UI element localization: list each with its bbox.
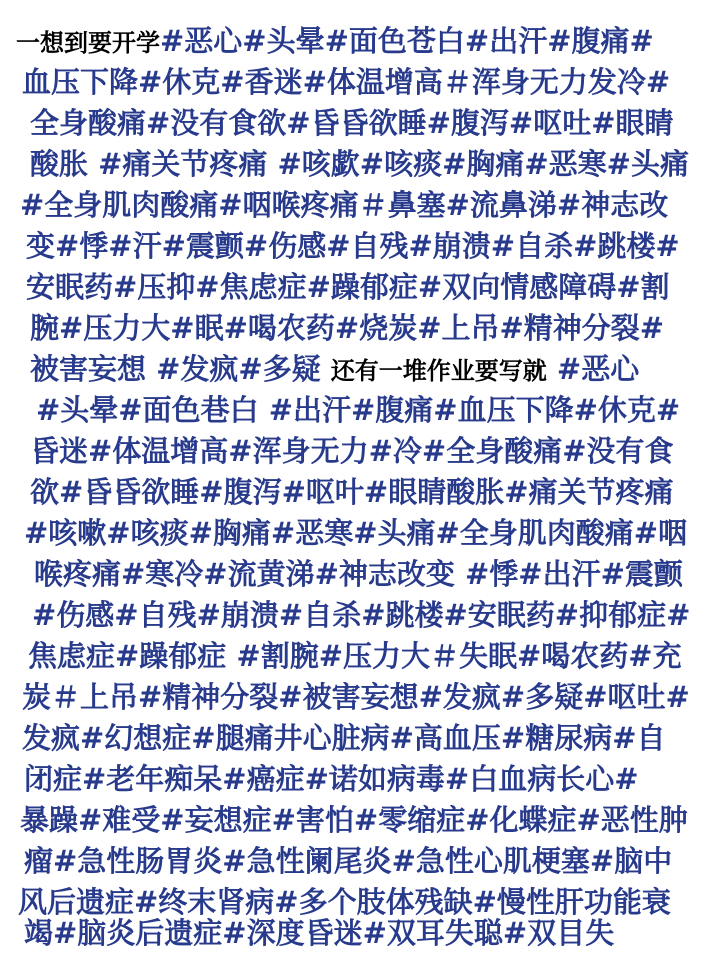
text-line-18 [22, 717, 720, 760]
line-text: #恶心#头晕#面色苍白#出汗#腹痛# [160, 24, 654, 58]
line-text: 欲#昏昏欲睡#腹泻#呕叶#眼睛酸胀#痛关节疼痛 [30, 475, 674, 509]
line-text: 酸胀 #痛关节疼痛 #咳歔#咳痰#胸痛#恶寒#头痛 [30, 147, 689, 181]
text-line-17 [22, 676, 720, 719]
line-text: 暴躁#难受#妄想症#害怕#零缩症#化蝶症#恶性肿 [20, 803, 688, 837]
text-line-21 [24, 840, 720, 883]
text-line-13 [24, 512, 720, 555]
line-text: #伤感#自残#崩溃#自杀#跳楼#安眠药#抑郁症# [32, 598, 691, 632]
line-text: 闭症#老年痴呆#癌症#诺如病毒#白血病长心# [24, 762, 639, 796]
line-text: 安眠药#压抑#焦虑症#躁郁症#双向情感障碍#割 [26, 270, 670, 304]
text-line-2 [22, 61, 720, 104]
text-line-14 [34, 553, 720, 596]
line-text: #咳嗽#咳痰#胸痛#恶寒#头痛#全身肌肉酸痛#咽 [24, 516, 688, 550]
line-text: 血压下降#休克#香迷#体温增高＃浑身无力发冷# [22, 65, 671, 99]
line-text: 瘤#急性肠胃炎#急性阑尾炎#急性心肌梗塞#脑中 [24, 844, 673, 878]
line-text: 腕#压力大#眠#喝农药#烧炭#上吊#精神分裂# [30, 311, 665, 345]
highlight-phrase: 还有一堆作业要写就 [330, 356, 547, 385]
text-line-5 [20, 184, 720, 227]
line-text: 昏迷#体温增高#浑身无力#冷#全身酸痛#没有食 [30, 434, 674, 468]
line-text: 被害妄想 #发疯#多疑 [30, 352, 331, 386]
text-line-23 [24, 912, 720, 955]
text-line-16 [28, 635, 720, 678]
text-line-6 [26, 225, 720, 268]
line-text: #恶心 [546, 352, 640, 386]
line-text: 竭#脑炎后遗症#深度昏迷#双耳失聪#双目失 [24, 916, 615, 950]
text-line-20 [20, 799, 720, 842]
text-line-1 [16, 20, 720, 63]
text-line-19 [24, 758, 720, 801]
line-text: 变#悸#汗#震颤#伤感#自残#崩溃#自杀#跳楼# [26, 229, 680, 263]
line-text: 全身酸痛#没有食欲#昏昏欲睡#腹泻#呕吐#眼睛 [30, 106, 674, 140]
line-text: 发疯#幻想症#腿痛井心脏病#高血压#糖尿病#自 [22, 721, 666, 755]
text-line-11 [30, 430, 720, 473]
text-line-15 [32, 594, 720, 637]
line-text: 喉疼痛#寒冷#流黄涕#神志改变 #悸#出汗#震颤 [34, 557, 683, 591]
line-text: 炭＃上吊#精神分裂#被害妄想#发疯#多疑#呕吐# [22, 680, 690, 714]
text-line-4 [30, 143, 720, 186]
highlight-phrase: 一想到要开学 [16, 28, 160, 57]
line-text: #头晕#面色巷白 #出汗#腹痛#血压下降#休克# [36, 393, 681, 427]
text-line-7 [26, 266, 720, 309]
text-line-10 [36, 389, 720, 432]
text-line-9 [30, 348, 720, 391]
line-text: #全身肌肉酸痛#咽喉疼痛＃鼻塞#流鼻涕#神志改 [20, 188, 669, 222]
line-text: 风后遗症#终末肾病#多个肢体残缺#慢性肝功能衰 [18, 885, 671, 919]
text-line-12 [30, 471, 720, 514]
text-line-8 [30, 307, 720, 350]
line-text: 焦虑症#躁郁症 #割腕#压力大＃失眠#喝农药#充 [28, 639, 682, 673]
text-line-3 [30, 102, 720, 145]
